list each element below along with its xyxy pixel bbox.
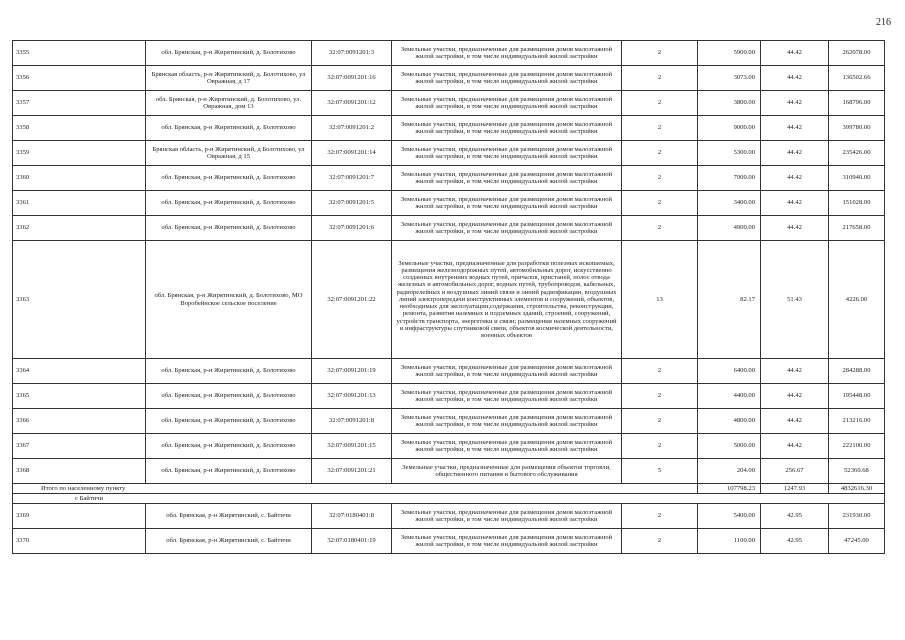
area-cell: 4400.00 [698, 384, 761, 409]
land-use-cell: Земельные участки, предназначенные для размещения домов малоэтажной жилой застройки, в том числе индивидуальной жилой застройки [392, 91, 622, 116]
land-use-cell: Земельные участки, предназначенные для размещения объектов торговли, общественного питания и бытового обслуживания [392, 459, 622, 484]
land-use-cell: Земельные участки, предназначенные для размещения домов малоэтажной жилой застройки, в том числе индивидуальной жилой застройки [392, 384, 622, 409]
address-cell: обл. Брянская, р-н Жирятинский, д. Болотихово [146, 216, 312, 241]
row-number: 3362 [13, 216, 146, 241]
total-row [13, 484, 885, 494]
cadastral-number-cell: 32:07:0091201:7 [312, 166, 392, 191]
cadastral-value-cell: 284288.00 [829, 359, 885, 384]
address-cell: обл. Брянская, р-н Жирятинский, д. Болотихово, МО Воробейнское сельское поселение [146, 241, 312, 359]
address-cell: обл. Брянская, р-н Жирятинский, с. Байтичи [146, 529, 312, 554]
specific-value-cell: 44.42 [761, 41, 829, 66]
cadastral-value-cell: 168796.00 [829, 91, 885, 116]
area-cell: 82.17 [698, 241, 761, 359]
table-row [13, 434, 885, 459]
area-cell: 204.00 [698, 459, 761, 484]
address-cell: обл. Брянская, р-н Жирятинский, д. Болотихово [146, 359, 312, 384]
address-cell: Брянская область, р-н Жирятинский, д Болотихово, ул Овражная, д 15 [146, 141, 312, 166]
use-group-cell: 2 [622, 434, 698, 459]
land-use-cell: Земельные участки, предназначенные для размещения домов малоэтажной жилой застройки, в том числе индивидуальной жилой застройки [392, 434, 622, 459]
specific-value-cell: 44.42 [761, 216, 829, 241]
specific-value-cell: 256.67 [761, 459, 829, 484]
land-use-cell: Земельные участки, предназначенные для размещения домов малоэтажной жилой застройки, в том числе индивидуальной жилой застройки [392, 409, 622, 434]
cadastral-value-cell: 151028.00 [829, 191, 885, 216]
area-cell: 9000.00 [698, 116, 761, 141]
cadastral-value-table [12, 40, 885, 554]
page-number: 216 [876, 17, 891, 28]
cadastral-value-cell: 4226.00 [829, 241, 885, 359]
specific-value-cell: 44.42 [761, 66, 829, 91]
cadastral-number-cell: 32:07:0180401:19 [312, 529, 392, 554]
address-cell: обл. Брянская, р-н Жирятинский, д. Болотихово [146, 166, 312, 191]
cadastral-number-cell: 32:07:0091201:3 [312, 41, 392, 66]
cadastral-value-cell: 195448.00 [829, 384, 885, 409]
table-row [13, 241, 885, 359]
specific-value-cell: 44.42 [761, 434, 829, 459]
use-group-cell: 5 [622, 459, 698, 484]
use-group-cell: 2 [622, 216, 698, 241]
table-row [13, 359, 885, 384]
table-row [13, 191, 885, 216]
row-number: 3359 [13, 141, 146, 166]
land-use-cell: Земельные участки, предназначенные для разработки полезных ископаемых, размещения железнодорожных путей, автомобильных дорог, искусственно созданных внутренних водных путей, причалов, пристаней, полос отвода железных и автомобильных дорог, водных путей, трубопроводов, кабельных, радиорелейных и воздушных линий связи и линий радиофикации, воздушных линий электропередачи конструктивных элементов и сооружений, объектов, необходимых для эксплуатации,содержания, строительства, реконструкции, ремонта, развития наземных и подземных зданий, строений, сооружений, устройств транспорта, энергетики и связи; размещения наземных сооружений и инфраструктуры спутниковой связи, объектов космической деятельности, военных объектов [392, 241, 622, 359]
table-row [13, 166, 885, 191]
table-row [13, 91, 885, 116]
use-group-cell: 2 [622, 409, 698, 434]
table-row [13, 66, 885, 91]
row-number: 3368 [13, 459, 146, 484]
table-row [13, 384, 885, 409]
cadastral-number-cell: 32:07:0091201:5 [312, 191, 392, 216]
specific-value-cell: 51.43 [761, 241, 829, 359]
cadastral-number-cell: 32:07:0091201:16 [312, 66, 392, 91]
land-use-cell: Земельные участки, предназначенные для размещения домов малоэтажной жилой застройки, в том числе индивидуальной жилой застройки [392, 191, 622, 216]
cadastral-value-cell: 136502.66 [829, 66, 885, 91]
cadastral-value-cell: 213216.00 [829, 409, 885, 434]
table-body-top [13, 41, 885, 484]
area-cell: 5400.00 [698, 504, 761, 529]
row-number: 3367 [13, 434, 146, 459]
area-cell: 5300.00 [698, 141, 761, 166]
cadastral-value-cell: 231930.00 [829, 504, 885, 529]
land-use-cell: Земельные участки, предназначенные для размещения домов малоэтажной жилой застройки, в том числе индивидуальной жилой застройки [392, 504, 622, 529]
land-use-cell: Земельные участки, предназначенные для размещения домов малоэтажной жилой застройки, в том числе индивидуальной жилой застройки [392, 41, 622, 66]
cadastral-value-cell: 217658.00 [829, 216, 885, 241]
use-group-cell: 2 [622, 91, 698, 116]
area-cell: 7000.00 [698, 166, 761, 191]
row-number: 3356 [13, 66, 146, 91]
area-cell: 4800.00 [698, 409, 761, 434]
row-number: 3366 [13, 409, 146, 434]
area-cell: 3073.00 [698, 66, 761, 91]
specific-value-cell: 44.42 [761, 409, 829, 434]
cadastral-value-cell: 399780.00 [829, 116, 885, 141]
cadastral-value-cell: 222100.00 [829, 434, 885, 459]
area-cell: 5900.00 [698, 41, 761, 66]
cadastral-number-cell: 32:07:0091201:13 [312, 384, 392, 409]
cadastral-number-cell: 32:07:0091201:2 [312, 116, 392, 141]
row-number: 3357 [13, 91, 146, 116]
use-group-cell: 2 [622, 529, 698, 554]
row-number: 3369 [13, 504, 146, 529]
cadastral-number-cell: 32:07:0091201:8 [312, 409, 392, 434]
cadastral-value-cell: 310940.00 [829, 166, 885, 191]
address-cell: обл. Брянская, р-н Жирятинский, д. Болотихово, ул. Овражная, дом 13 [146, 91, 312, 116]
land-use-cell: Земельные участки, предназначенные для размещения домов малоэтажной жилой застройки, в том числе индивидуальной жилой застройки [392, 359, 622, 384]
use-group-cell: 2 [622, 41, 698, 66]
specific-value-cell: 44.42 [761, 191, 829, 216]
specific-value-cell: 42.95 [761, 504, 829, 529]
row-number: 3364 [13, 359, 146, 384]
use-group-cell: 2 [622, 191, 698, 216]
specific-value-cell: 44.42 [761, 141, 829, 166]
specific-value-cell: 42.95 [761, 529, 829, 554]
area-cell: 3400.00 [698, 191, 761, 216]
cadastral-value-cell: 47245.00 [829, 529, 885, 554]
table-row [13, 116, 885, 141]
address-cell: обл. Брянская, р-н Жирятинский, д. Болотихово [146, 459, 312, 484]
table-body-total [13, 484, 885, 504]
specific-value-cell: 44.42 [761, 116, 829, 141]
cadastral-number-cell: 32:07:0091201:21 [312, 459, 392, 484]
cadastral-value-cell: 52360.68 [829, 459, 885, 484]
address-cell: обл. Брянская, р-н Жирятинский, д. Болотихово [146, 116, 312, 141]
area-cell: 1100.00 [698, 529, 761, 554]
locality-label: с Байтичи [13, 494, 885, 504]
address-cell: Брянская область, р-н Жирятинский, д. Болотихово, ул Овражная, д 17 [146, 66, 312, 91]
total-rate: 1247.93 [761, 484, 829, 494]
address-cell: обл. Брянская, р-н Жирятинский, д. Болотихово [146, 434, 312, 459]
table-row [13, 41, 885, 66]
table-row [13, 216, 885, 241]
land-use-cell: Земельные участки, предназначенные для размещения домов малоэтажной жилой застройки, в том числе индивидуальной жилой застройки [392, 166, 622, 191]
area-cell: 4900.00 [698, 216, 761, 241]
row-number: 3358 [13, 116, 146, 141]
cadastral-value-cell: 262078.00 [829, 41, 885, 66]
cadastral-number-cell: 32:07:0091201:22 [312, 241, 392, 359]
use-group-cell: 2 [622, 66, 698, 91]
table-row [13, 459, 885, 484]
row-number: 3365 [13, 384, 146, 409]
use-group-cell: 2 [622, 141, 698, 166]
total-value: 4832616.30 [829, 484, 885, 494]
area-cell: 6400.00 [698, 359, 761, 384]
address-cell: обл. Брянская, р-н Жирятинский, д. Болотихово [146, 191, 312, 216]
row-number: 3370 [13, 529, 146, 554]
use-group-cell: 13 [622, 241, 698, 359]
cadastral-number-cell: 32:07:0091201:6 [312, 216, 392, 241]
cadastral-number-cell: 32:07:0091201:15 [312, 434, 392, 459]
locality-row [13, 494, 885, 504]
address-cell: обл. Брянская, р-н Жирятинский, д. Болотихово [146, 41, 312, 66]
specific-value-cell: 44.42 [761, 384, 829, 409]
total-area: 107798.23 [698, 484, 761, 494]
row-number: 3355 [13, 41, 146, 66]
specific-value-cell: 44.42 [761, 166, 829, 191]
land-use-cell: Земельные участки, предназначенные для размещения домов малоэтажной жилой застройки, в том числе индивидуальной жилой застройки [392, 116, 622, 141]
table-row [13, 409, 885, 434]
address-cell: обл. Брянская, р-н Жирятинский, с. Байтичи [146, 504, 312, 529]
table-body-bottom [13, 504, 885, 554]
cadastral-number-cell: 32:07:0091201:12 [312, 91, 392, 116]
total-label: Итого по населенному пункту [13, 484, 698, 494]
land-use-cell: Земельные участки, предназначенные для размещения домов малоэтажной жилой застройки, в том числе индивидуальной жилой застройки [392, 529, 622, 554]
table-row [13, 529, 885, 554]
cadastral-number-cell: 32:07:0180401:8 [312, 504, 392, 529]
table-row [13, 504, 885, 529]
cadastral-value-cell: 235426.00 [829, 141, 885, 166]
table-row [13, 141, 885, 166]
specific-value-cell: 44.42 [761, 91, 829, 116]
use-group-cell: 2 [622, 116, 698, 141]
land-use-cell: Земельные участки, предназначенные для размещения домов малоэтажной жилой застройки, в том числе индивидуальной жилой застройки [392, 141, 622, 166]
area-cell: 5000.00 [698, 434, 761, 459]
area-cell: 3800.00 [698, 91, 761, 116]
use-group-cell: 2 [622, 359, 698, 384]
address-cell: обл. Брянская, р-н Жирятинский, д. Болотихово [146, 384, 312, 409]
cadastral-number-cell: 32:07:0091201:19 [312, 359, 392, 384]
row-number: 3361 [13, 191, 146, 216]
land-use-cell: Земельные участки, предназначенные для размещения домов малоэтажной жилой застройки, в том числе индивидуальной жилой застройки [392, 66, 622, 91]
row-number: 3363 [13, 241, 146, 359]
cadastral-number-cell: 32:07:0091201:14 [312, 141, 392, 166]
use-group-cell: 2 [622, 384, 698, 409]
land-use-cell: Земельные участки, предназначенные для размещения домов малоэтажной жилой застройки, в том числе индивидуальной жилой застройки [392, 216, 622, 241]
use-group-cell: 2 [622, 166, 698, 191]
specific-value-cell: 44.42 [761, 359, 829, 384]
address-cell: обл. Брянская, р-н Жирятинский, д. Болотихово [146, 409, 312, 434]
row-number: 3360 [13, 166, 146, 191]
use-group-cell: 2 [622, 504, 698, 529]
